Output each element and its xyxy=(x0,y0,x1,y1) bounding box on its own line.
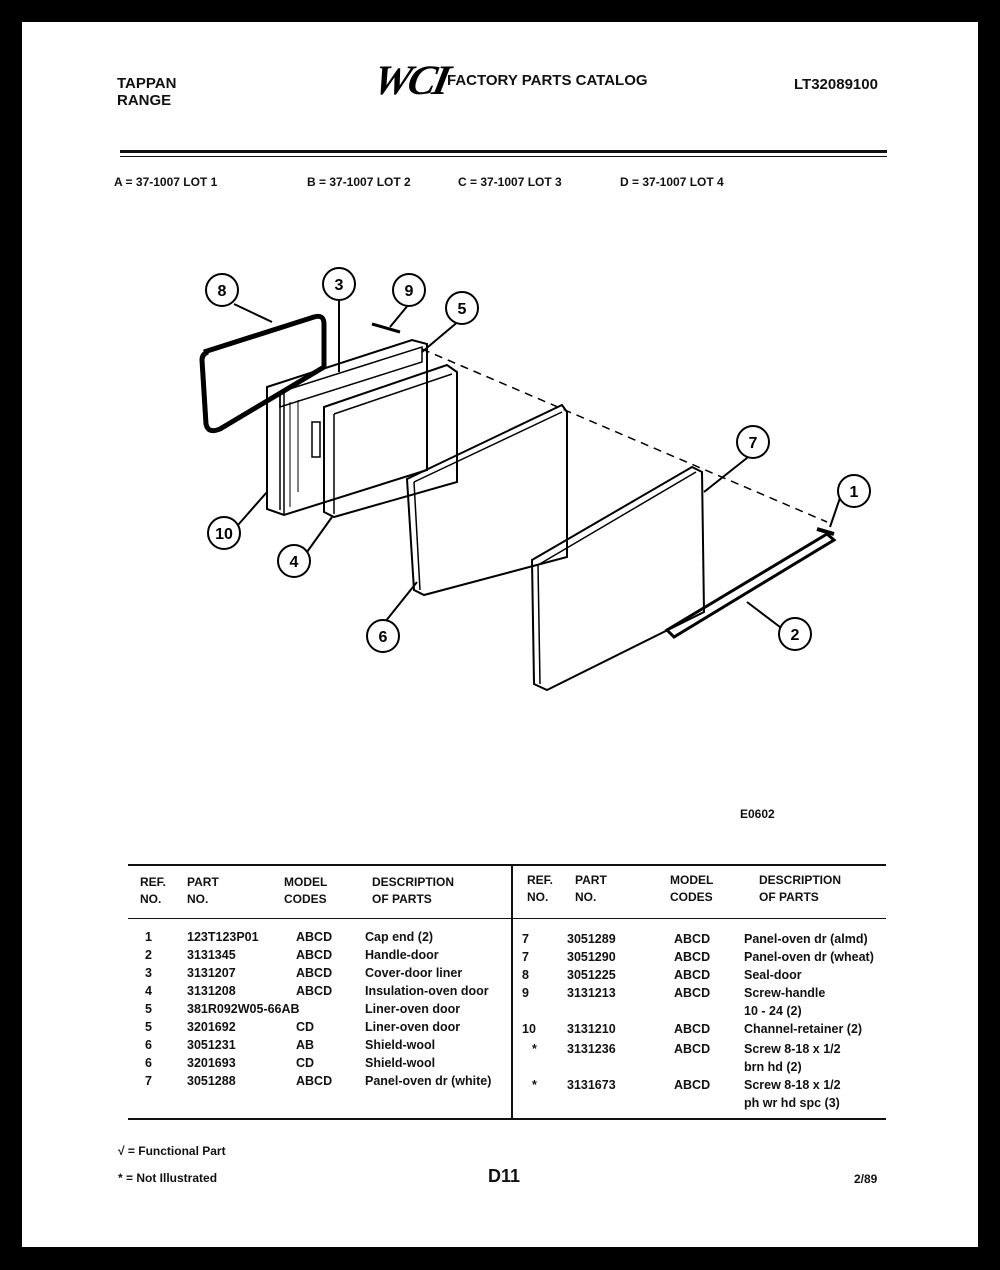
ref-no: 7 xyxy=(522,932,529,946)
part-description: Liner-oven door xyxy=(365,1002,461,1016)
lot-a: A = 37-1007 LOT 1 xyxy=(114,175,218,189)
part-no: 3131210 xyxy=(567,1022,616,1036)
part-no: 3131207 xyxy=(187,966,236,980)
callout-8 xyxy=(206,274,238,306)
ref-no: 7 xyxy=(145,1074,152,1088)
model-codes: ABCD xyxy=(296,930,333,944)
svg-text:4: 4 xyxy=(289,554,299,571)
part-description: Cap end (2) xyxy=(365,930,434,944)
model-codes: CD xyxy=(296,1020,315,1034)
header-model: MODEL CODES xyxy=(284,875,328,906)
part-description: Shield-wool xyxy=(365,1038,436,1052)
callout-3 xyxy=(323,268,355,300)
figure-code: E0602 xyxy=(740,807,775,821)
ref-no: 10 xyxy=(522,1022,536,1036)
callout-4 xyxy=(278,545,310,577)
part-description: Handle-door xyxy=(365,948,439,962)
svg-text:3: 3 xyxy=(334,277,344,294)
part-no: 3051290 xyxy=(567,950,616,964)
ref-no: 4 xyxy=(145,984,152,998)
liner-part xyxy=(407,405,567,595)
svg-text:5: 5 xyxy=(457,301,467,318)
part-no: 3131345 xyxy=(187,948,236,962)
ref-no: 2 xyxy=(145,948,152,962)
model-codes: CD xyxy=(296,1056,315,1070)
screw-part xyxy=(372,324,400,332)
part-description: Cover-door liner xyxy=(365,966,463,980)
ref-no: 5 xyxy=(145,1020,152,1034)
header-ref: REF. NO. xyxy=(140,875,167,906)
ref-no: 9 xyxy=(522,986,529,1000)
header-model-right: MODEL CODES xyxy=(670,873,714,904)
part-description-cont: brn hd (2) xyxy=(744,1060,802,1074)
part-no: 3201693 xyxy=(187,1056,236,1070)
handle-part xyxy=(667,534,834,637)
catalog-title: FACTORY PARTS CATALOG xyxy=(447,72,648,89)
part-no: 3131213 xyxy=(567,986,616,1000)
part-no: 3051288 xyxy=(187,1074,236,1088)
header-ref-right: REF. NO. xyxy=(527,873,554,904)
table-divider xyxy=(511,864,513,1118)
cap-end-part xyxy=(817,529,834,534)
brand-line-1: TAPPAN xyxy=(117,75,177,92)
model-codes: AB xyxy=(296,1038,315,1052)
table-bottom-rule xyxy=(128,1118,886,1120)
model-codes: ABCD xyxy=(296,966,333,980)
part-description: Panel-oven dr (wheat) xyxy=(744,950,874,964)
part-description: Panel-oven dr (white) xyxy=(365,1074,492,1088)
svg-text:7: 7 xyxy=(748,435,758,452)
functional-note: √ = Functional Part xyxy=(118,1144,226,1158)
ref-no: 5 xyxy=(145,1002,152,1016)
model-codes: ABCD xyxy=(296,948,333,962)
model-codes: ABCD xyxy=(296,984,333,998)
svg-text:1: 1 xyxy=(849,484,859,501)
model-codes: ABCD xyxy=(296,1074,333,1088)
lot-c: C = 37-1007 LOT 3 xyxy=(458,175,562,189)
svg-text:9: 9 xyxy=(404,283,414,300)
svg-text:6: 6 xyxy=(378,629,388,646)
part-description: Screw 8-18 x 1/2 xyxy=(744,1042,841,1056)
model-codes: ABCD xyxy=(674,1042,711,1056)
part-description: Panel-oven dr (almd) xyxy=(744,932,868,946)
catalog-page xyxy=(22,22,978,1247)
ref-no: * xyxy=(532,1078,537,1092)
model-codes: ABCD xyxy=(674,968,711,982)
callout-10 xyxy=(208,517,240,549)
model-codes: ABCD xyxy=(674,932,711,946)
panel-part xyxy=(532,467,704,690)
model-codes: ABCD xyxy=(674,950,711,964)
part-description: Screw-handle xyxy=(744,986,826,1000)
ref-no: 7 xyxy=(522,950,529,964)
page-code: D11 xyxy=(488,1166,521,1186)
svg-text:2: 2 xyxy=(790,627,800,644)
part-description: Screw 8-18 x 1/2 xyxy=(744,1078,841,1092)
callout-1 xyxy=(838,475,870,507)
header-part: PART NO. xyxy=(187,875,219,906)
exploded-diagram xyxy=(22,22,978,782)
part-description-cont: ph wr hd spc (3) xyxy=(744,1096,840,1110)
brand-line-2: RANGE xyxy=(117,92,172,109)
callout-2 xyxy=(779,618,811,650)
ref-no: 6 xyxy=(145,1038,152,1052)
callout-5 xyxy=(446,292,478,324)
insulation-part xyxy=(324,365,457,517)
header-part-right: PART NO. xyxy=(575,873,607,904)
svg-text:8: 8 xyxy=(217,283,227,300)
wci-logo: WCI xyxy=(369,58,452,104)
part-no: 3051289 xyxy=(567,932,616,946)
model-codes: ABCD xyxy=(674,986,711,1000)
catalog-number: LT32089100 xyxy=(794,76,878,93)
lot-d: D = 37-1007 LOT 4 xyxy=(620,175,724,189)
callout-7 xyxy=(737,426,769,458)
part-no: 3201692 xyxy=(187,1020,236,1034)
svg-text:10: 10 xyxy=(215,526,233,543)
callout-9 xyxy=(393,274,425,306)
part-no: 123T123P01 xyxy=(187,930,259,944)
lot-b: B = 37-1007 LOT 2 xyxy=(307,175,411,189)
part-description: Insulation-oven door xyxy=(365,984,489,998)
part-no: 3131236 xyxy=(567,1042,616,1056)
ref-no: * xyxy=(532,1042,537,1056)
callout-6 xyxy=(367,620,399,652)
header-desc-right: DESCRIPTION OF PARTS xyxy=(759,873,842,904)
part-no: 3051231 xyxy=(187,1038,236,1052)
table-header-rule xyxy=(128,918,886,919)
part-description: Channel-retainer (2) xyxy=(744,1022,863,1036)
ref-no: 1 xyxy=(145,930,152,944)
not-illustrated-note: * = Not Illustrated xyxy=(118,1171,218,1185)
catalog-date: 2/89 xyxy=(854,1172,878,1186)
ref-no: 6 xyxy=(145,1056,152,1070)
model-codes: ABCD xyxy=(674,1078,711,1092)
part-no: 3131673 xyxy=(567,1078,616,1092)
part-no: 381R092W05-66AB xyxy=(187,1002,300,1016)
ref-no: 8 xyxy=(522,968,529,982)
table-top-rule xyxy=(128,864,886,866)
part-description: Liner-oven door xyxy=(365,1020,461,1034)
part-no: 3051225 xyxy=(567,968,616,982)
part-description: Shield-wool xyxy=(365,1056,436,1070)
header-desc: DESCRIPTION OF PARTS xyxy=(372,875,455,906)
part-no: 3131208 xyxy=(187,984,236,998)
part-description-cont: 10 - 24 (2) xyxy=(744,1004,802,1018)
model-codes: ABCD xyxy=(674,1022,711,1036)
part-description: Seal-door xyxy=(744,968,802,982)
ref-no: 3 xyxy=(145,966,152,980)
cover-door-liner-part xyxy=(267,340,427,515)
